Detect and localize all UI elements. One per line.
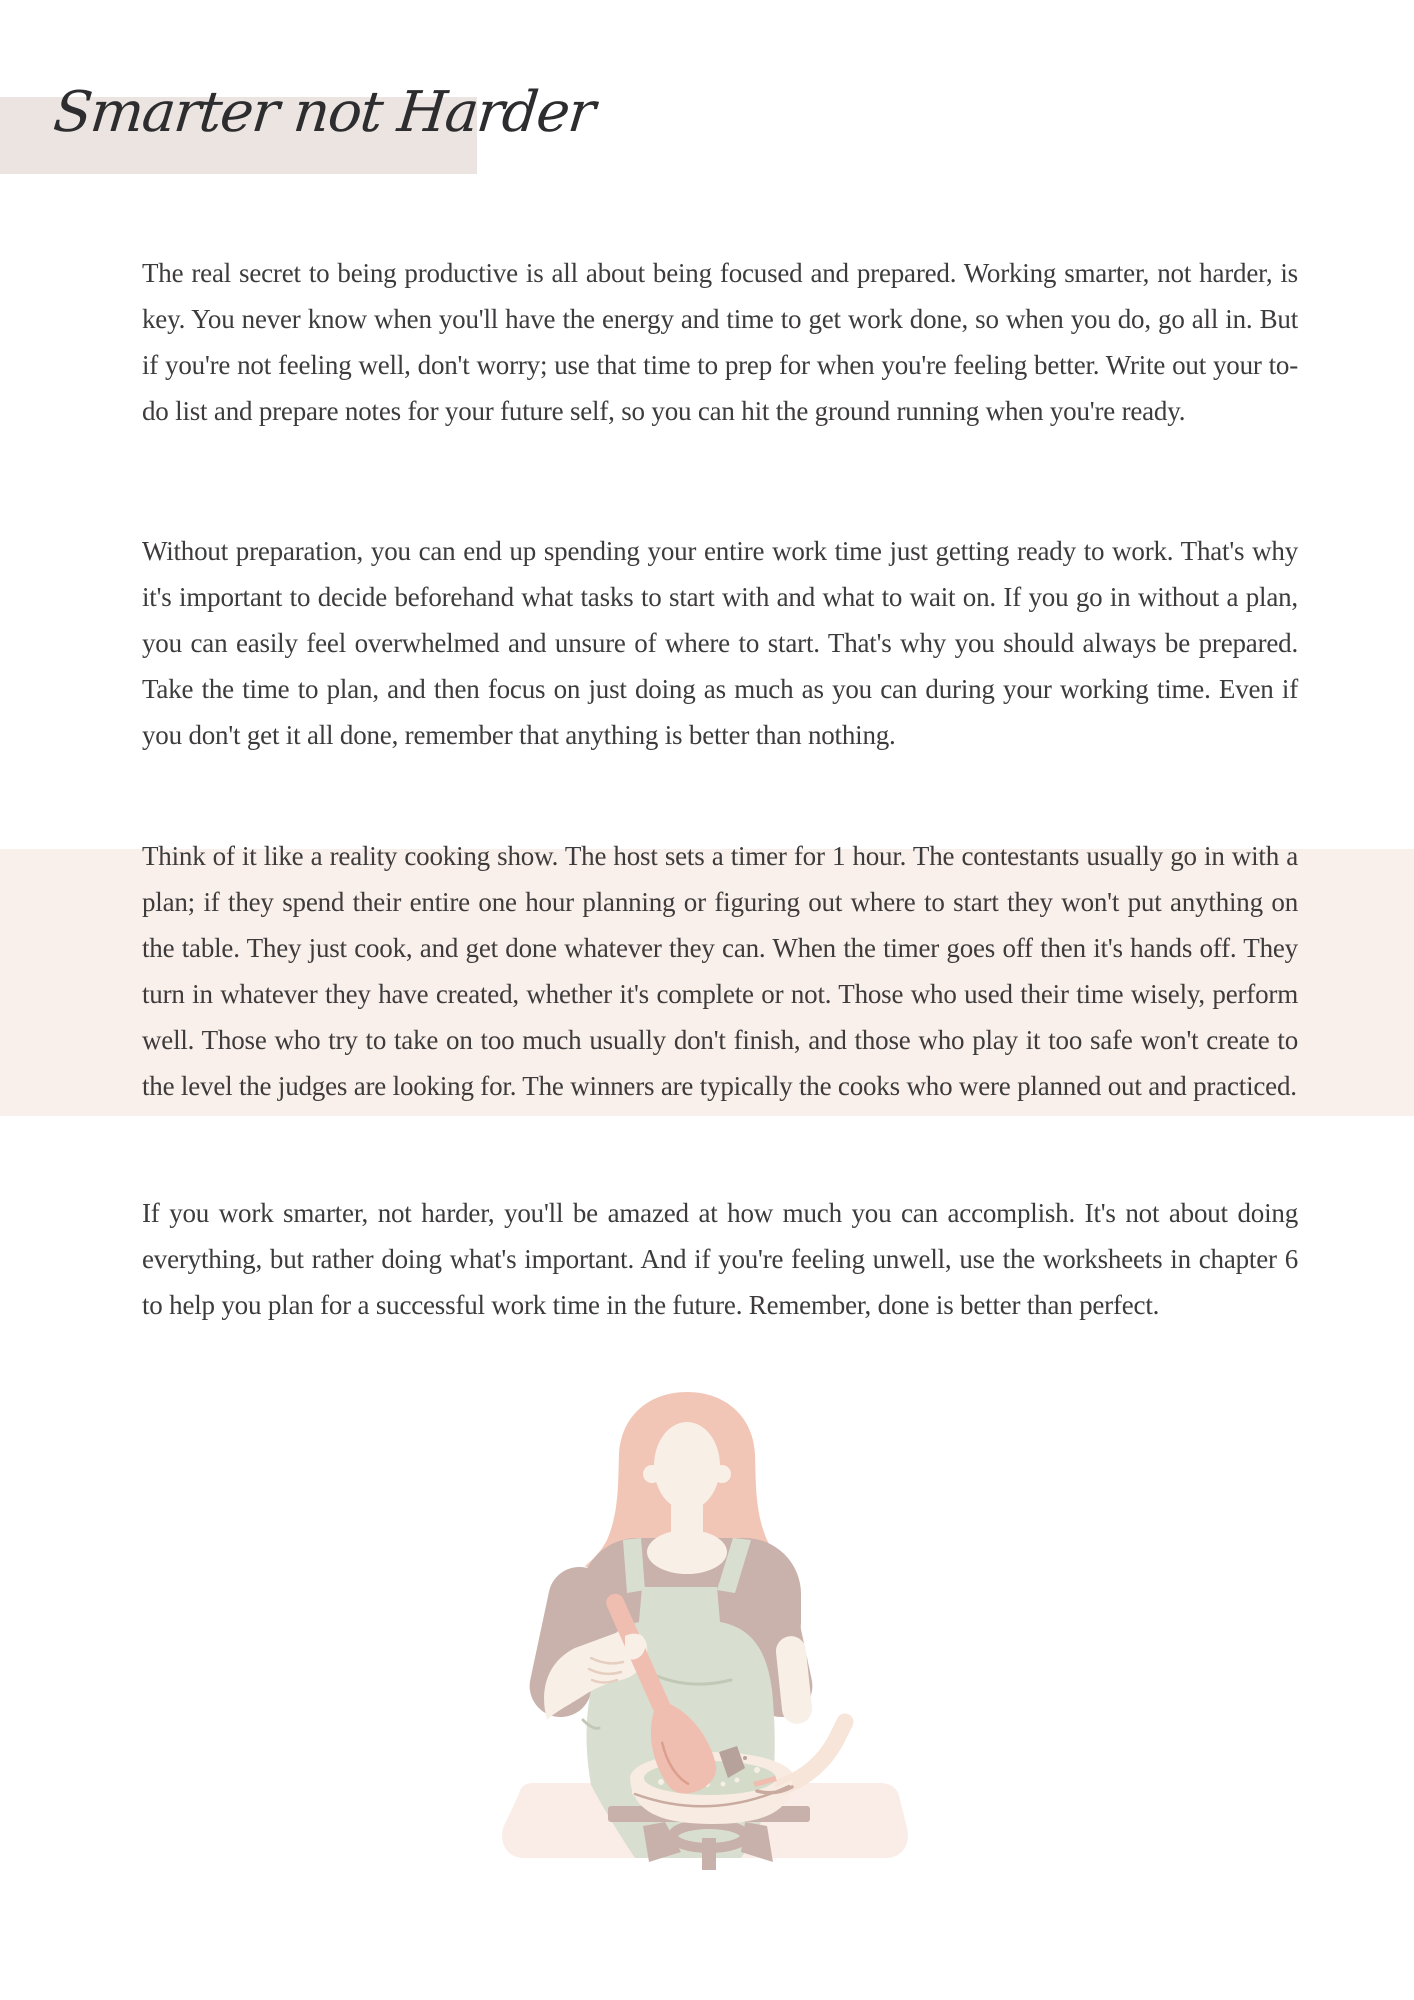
body-paragraph-1: The real secret to being productive is all about being focused and prepared. Working smarter, not harder, is key. You never know when you'll have the energy and time to get work done, so when you do, go all in. But if you're not feeling well, don't worry; use that time to prep for when you're feeling better. Write out your to-do list and prepare notes for your future self, so you can hit the ground running when you're ready. [142,258,1298,426]
body-paragraph-2: Without preparation, you can end up spending your entire work time just getting ready to work. That's why it's important to decide beforehand what tasks to start with and what to wait on. If you go in without a plan, you can easily feel overwhelmed and unsure of where to start. That's why you should always be prepared. Take the time to plan, and then focus on just doing as much as you can during your working time. Even if you don't get it all done, remember that anything is better than nothing. [142,536,1298,750]
page-title: Smarter not Harder [50,80,598,145]
body-paragraph-3: Think of it like a reality cooking show. The host sets a timer for 1 hour. The contestants usually go in with a plan; if they spend their entire one hour planning or figuring out where to start they won't put anything on the table. They just cook, and get done whatever they can. When the timer goes off then it's hands off. They turn in whatever they have created, whether it's complete or not. Those who used their time wisely, perform well. Those who try to take on too much usually don't finish, and those who play it too safe won't create to the level the judges are looking for. The winners are typically the cooks who were planned out and practiced. [142,841,1298,1101]
pan-handle [783,1722,845,1786]
woman-cooking-illustration [495,1390,915,1870]
body-paragraph-4: If you work smarter, not harder, you'll be amazed at how much you can accomplish. It's not about doing everything, but rather doing what's important. And if you're feeling unwell, use the worksheets in chapter 6 to help you plan for a successful work time in the future. Remember, done is better than perfect. [142,1198,1298,1320]
